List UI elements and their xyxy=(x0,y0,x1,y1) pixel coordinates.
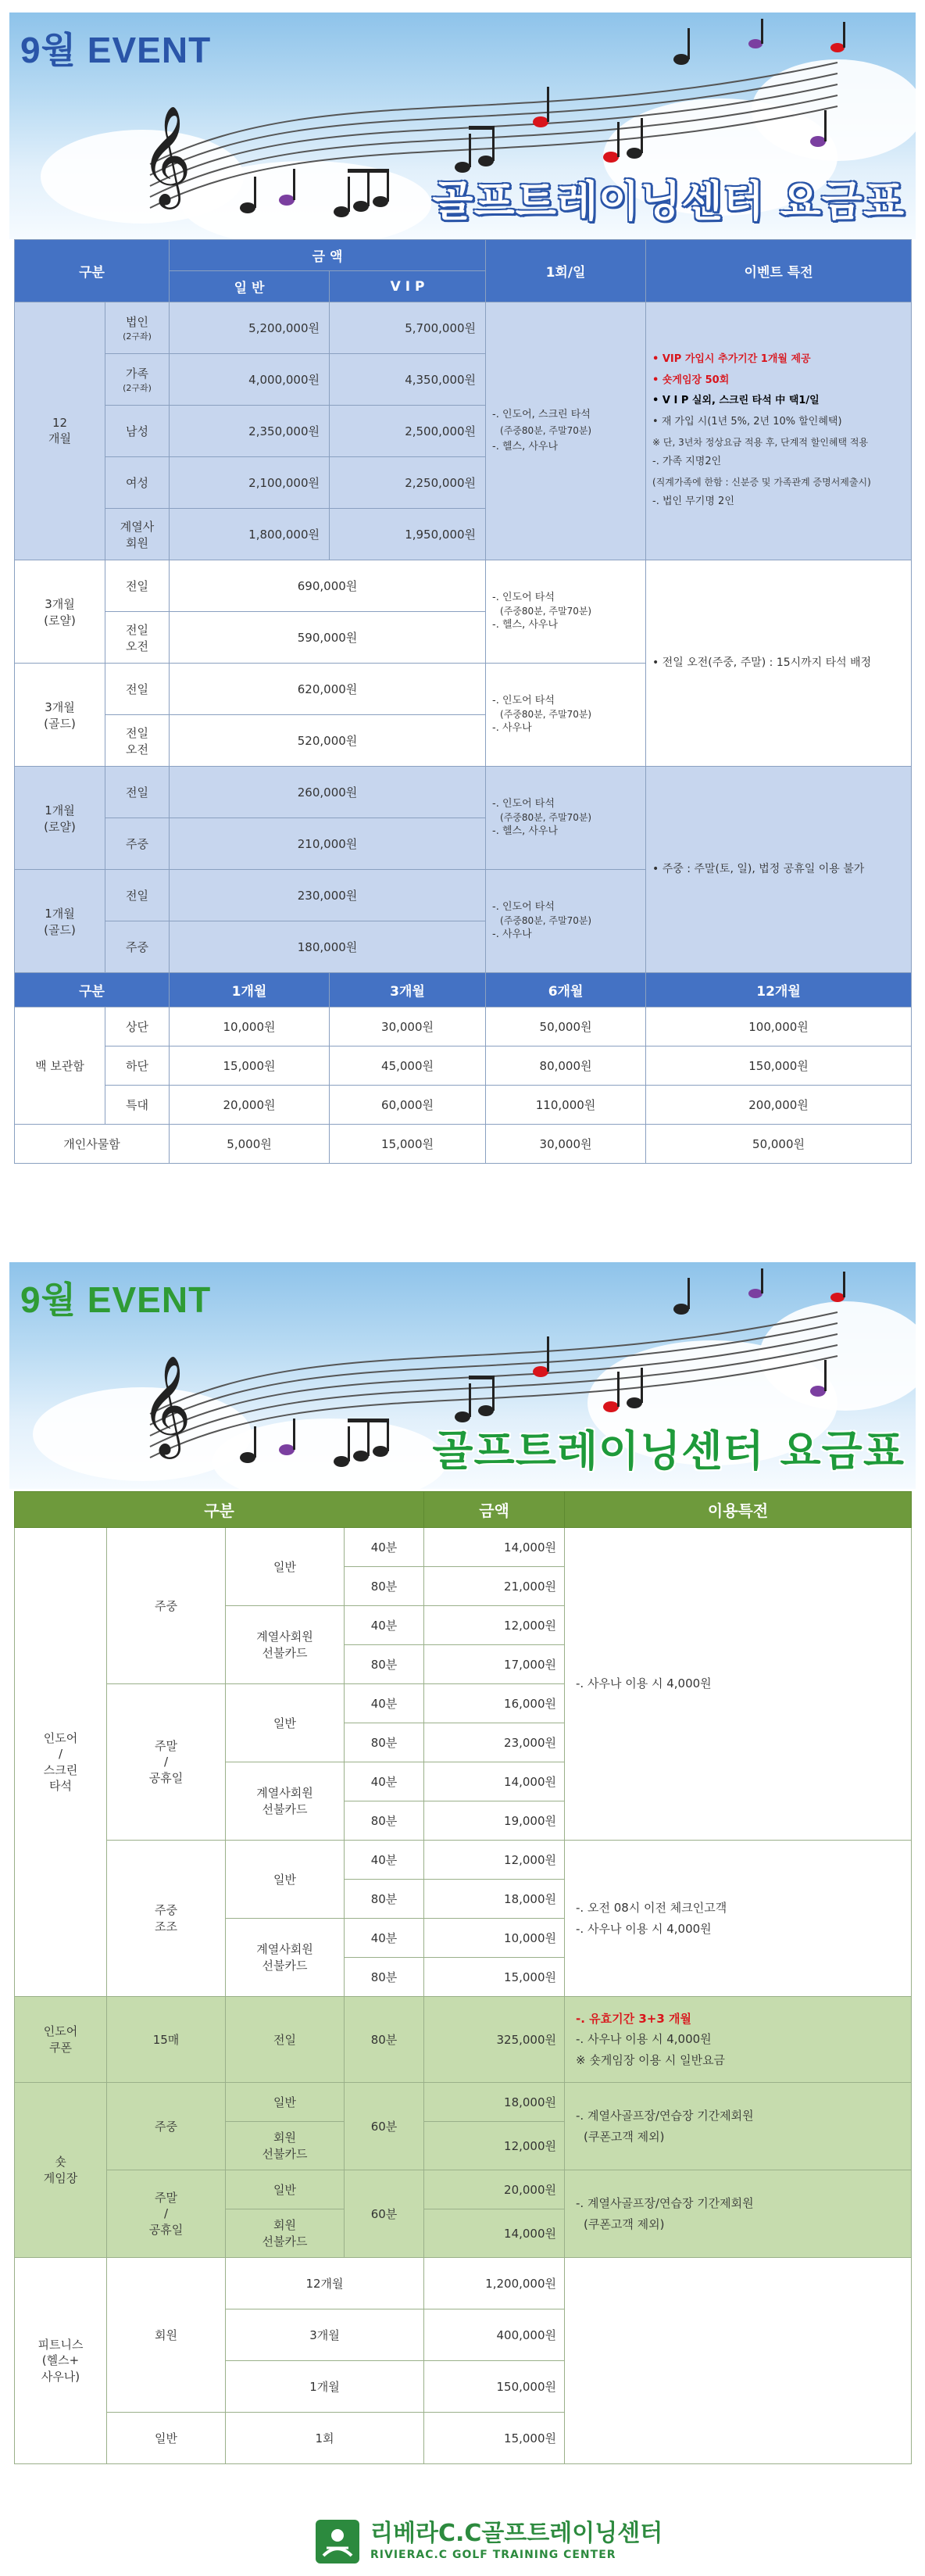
daily-benefit-12m: -. 인도어, 스크린 타석 (주중80분, 주말70분) -. 헬스, 사우나 xyxy=(486,302,646,560)
price: 16,000원 xyxy=(424,1684,565,1723)
price: 20,000원 xyxy=(424,2170,565,2209)
storage-price: 30,000원 xyxy=(330,1007,486,1046)
fitness-benefit-empty xyxy=(565,2258,912,2464)
storage-header-category: 구분 xyxy=(15,973,170,1007)
fitness-period: 1개월 xyxy=(226,2361,424,2413)
storage-price: 50,000원 xyxy=(486,1007,646,1046)
banner-top xyxy=(9,13,916,239)
price-general: 4,000,000원 xyxy=(170,354,330,406)
weekday-label: 주중 xyxy=(107,1528,226,1684)
benefit-sauna: -. 사우나 이용 시 4,000원 xyxy=(565,1528,912,1841)
member-type: 전일 xyxy=(105,767,170,818)
price-general: 5,200,000원 xyxy=(170,302,330,354)
locker-label: 개인사물함 xyxy=(15,1125,170,1164)
storage-type: 특대 xyxy=(105,1086,170,1125)
banner-bottom xyxy=(9,1262,916,1489)
table-row xyxy=(15,2170,912,2209)
golf-logo-icon xyxy=(316,2520,359,2563)
header-amount: 금 액 xyxy=(170,240,486,271)
coupon-label: 인도어 쿠폰 xyxy=(15,1997,107,2083)
locker-price: 30,000원 xyxy=(486,1125,646,1164)
table-row xyxy=(15,2258,912,2309)
storage-price: 200,000원 xyxy=(646,1086,912,1125)
price: 23,000원 xyxy=(424,1723,565,1762)
price-all: 520,000원 xyxy=(170,715,486,767)
price: 15,000원 xyxy=(424,1958,565,1997)
storage-price: 100,000원 xyxy=(646,1007,912,1046)
storage-price: 15,000원 xyxy=(170,1046,330,1086)
member-card-label: 회원 선불카드 xyxy=(226,2209,345,2258)
general-label: 일반 xyxy=(226,2170,345,2209)
member-type: 계열사 회원 xyxy=(105,509,170,560)
general-label: 일반 xyxy=(107,2413,226,2464)
affiliate-label: 계열사회원 선불카드 xyxy=(226,1919,345,1997)
table-row xyxy=(15,767,912,818)
period-1m-gold-label: 1개월 (골드) xyxy=(15,870,105,973)
price-all: 620,000원 xyxy=(170,664,486,715)
coupon-price: 325,000원 xyxy=(424,1997,565,2083)
price-vip: 4,350,000원 xyxy=(330,354,486,406)
duration: 60분 xyxy=(345,2170,424,2258)
duration: 80분 xyxy=(345,1958,424,1997)
table-row xyxy=(15,1528,912,1567)
price: 14,000원 xyxy=(424,2209,565,2258)
table-row xyxy=(15,1046,912,1086)
short-game-label: 숏 게임장 xyxy=(15,2083,107,2258)
storage-price: 110,000원 xyxy=(486,1086,646,1125)
affiliate-label: 계열사회원 선불카드 xyxy=(226,1606,345,1684)
indoor-screen-label: 인도어 / 스크린 타석 xyxy=(15,1528,107,1997)
member-type: 주중 xyxy=(105,921,170,973)
duration: 80분 xyxy=(345,1567,424,1606)
period-12m-label: 12 개월 xyxy=(15,302,105,560)
short-game-benefit: -. 계열사골프장/연습장 기간제회원 (쿠폰고객 제외) xyxy=(565,2083,912,2170)
event-tag: 9월 EVENT xyxy=(20,30,212,70)
storage-type: 하단 xyxy=(105,1046,170,1086)
member-type: 주중 xyxy=(105,818,170,870)
duration: 80분 xyxy=(345,1801,424,1841)
locker-price: 15,000원 xyxy=(330,1125,486,1164)
locker-price: 50,000원 xyxy=(646,1125,912,1164)
coupon-count: 15매 xyxy=(107,1997,226,2083)
svg-text:𝄞: 𝄞 xyxy=(141,105,192,205)
fitness-label: 피트니스 (헬스+ 사우나) xyxy=(15,2258,107,2464)
bag-storage-label: 백 보관함 xyxy=(15,1007,105,1125)
member-type: 전일 xyxy=(105,664,170,715)
footer-name-en: RIVIERAC.C GOLF TRAINING CENTER xyxy=(370,2549,616,2561)
price: 400,000원 xyxy=(424,2309,565,2361)
general-label: 일반 xyxy=(226,2083,345,2122)
storage-price: 60,000원 xyxy=(330,1086,486,1125)
fitness-period: 3개월 xyxy=(226,2309,424,2361)
price-vip: 2,250,000원 xyxy=(330,457,486,509)
member-type: 여성 xyxy=(105,457,170,509)
duration: 40분 xyxy=(345,1919,424,1958)
price: 12,000원 xyxy=(424,2122,565,2170)
storage-header-3m: 3개월 xyxy=(330,973,486,1007)
benefit-early: -. 오전 08시 이전 체크인고객 -. 사우나 이용 시 4,000원 xyxy=(565,1841,912,1997)
duration: 40분 xyxy=(345,1606,424,1645)
storage-header-6m: 6개월 xyxy=(486,973,646,1007)
price: 12,000원 xyxy=(424,1841,565,1880)
price-general: 2,100,000원 xyxy=(170,457,330,509)
coupon-benefit: -. 유효기간 3+3 개월 -. 사우나 이용 시 4,000원 ※ 숏게임장 이용 시 일반요금 xyxy=(565,1997,912,2083)
price-general: 1,800,000원 xyxy=(170,509,330,560)
table-row xyxy=(15,1007,912,1046)
storage-price: 45,000원 xyxy=(330,1046,486,1086)
table-row xyxy=(15,1841,912,1880)
table-row xyxy=(15,1086,912,1125)
storage-price: 10,000원 xyxy=(170,1007,330,1046)
member-type: 가족 (2구좌) xyxy=(105,354,170,406)
storage-header-12m: 12개월 xyxy=(646,973,912,1007)
header-general: 일 반 xyxy=(170,271,330,302)
price: 18,000원 xyxy=(424,2083,565,2122)
header-benefit: 이용특전 xyxy=(565,1492,912,1528)
table-row xyxy=(15,302,912,354)
period-3m-gold-label: 3개월 (골드) xyxy=(15,664,105,767)
price-all: 180,000원 xyxy=(170,921,486,973)
price-general: 2,350,000원 xyxy=(170,406,330,457)
price-all: 690,000원 xyxy=(170,560,486,612)
member-type: 법인 (2구좌) xyxy=(105,302,170,354)
weekday-label: 주중 xyxy=(107,2083,226,2170)
duration: 80분 xyxy=(345,1723,424,1762)
price: 18,000원 xyxy=(424,1880,565,1919)
price-vip: 1,950,000원 xyxy=(330,509,486,560)
header-category: 구분 xyxy=(15,240,170,302)
daily-benefit-1m-royal: -. 인도어 타석 (주중80분, 주말70분) -. 헬스, 사우나 xyxy=(486,767,646,870)
header-event: 이벤트 특전 xyxy=(646,240,912,302)
affiliate-label: 계열사회원 선불카드 xyxy=(226,1762,345,1841)
price-all: 210,000원 xyxy=(170,818,486,870)
table-row xyxy=(15,2083,912,2122)
table-row xyxy=(15,1997,912,2083)
price: 17,000원 xyxy=(424,1645,565,1684)
page-title: 골프트레이닝센터 요금표 xyxy=(432,177,905,226)
header-daily: 1회/일 xyxy=(486,240,646,302)
fitness-period: 12개월 xyxy=(226,2258,424,2309)
member-label: 회원 xyxy=(107,2258,226,2413)
general-label: 일반 xyxy=(226,1684,345,1762)
price: 19,000원 xyxy=(424,1801,565,1841)
duration: 40분 xyxy=(345,1528,424,1567)
weekend-label: 주말 / 공휴일 xyxy=(107,2170,226,2258)
locker-price: 5,000원 xyxy=(170,1125,330,1164)
storage-type: 상단 xyxy=(105,1007,170,1046)
duration: 80분 xyxy=(345,1645,424,1684)
duration: 80분 xyxy=(345,1997,424,2083)
event-tag: 9월 EVENT xyxy=(20,1279,212,1320)
general-label: 일반 xyxy=(226,1841,345,1919)
daily-benefit-1m-gold: -. 인도어 타석 (주중80분, 주말70분) -. 사우나 xyxy=(486,870,646,973)
duration: 40분 xyxy=(345,1684,424,1723)
member-type: 전일 xyxy=(105,870,170,921)
price-vip: 5,700,000원 xyxy=(330,302,486,354)
page-title: 골프트레이닝센터 요금표 xyxy=(432,1426,905,1476)
event-benefit-3m: • 전일 오전(주중, 주말) : 15시까지 타석 배정 xyxy=(646,560,912,767)
storage-price: 80,000원 xyxy=(486,1046,646,1086)
duration: 60분 xyxy=(345,2083,424,2170)
event-benefit-12m: • VIP 가입시 추가기간 1개월 제공 • 숏게임장 50회 • V I P 실외, 스크린 타석 中 택1/일 • 재 가입 시(1년 5%, 2년 10% 할인혜택) ※ 단, 3년차 정상요금 적용 후, 단계적 할인혜택 적용 -. 가족 지명2인 (직계가족에 한함 : 신분증 및 가족관계 증명서제출시) -. 법인 무기명 2인 xyxy=(646,302,912,560)
price-all: 590,000원 xyxy=(170,612,486,664)
period-1m-royal-label: 1개월 (로얄) xyxy=(15,767,105,870)
member-type: 전일 오전 xyxy=(105,612,170,664)
table-row xyxy=(15,1125,912,1164)
storage-price: 20,000원 xyxy=(170,1086,330,1125)
early-morning-label: 주중 조조 xyxy=(107,1841,226,1997)
price: 150,000원 xyxy=(424,2361,565,2413)
price: 15,000원 xyxy=(424,2413,565,2464)
period-3m-royal-label: 3개월 (로얄) xyxy=(15,560,105,664)
bay-price-table xyxy=(14,1491,912,2464)
price: 1,200,000원 xyxy=(424,2258,565,2309)
daily-benefit-3m-royal: -. 인도어 타석 (주중80분, 주말70분) -. 헬스, 사우나 xyxy=(486,560,646,664)
daily-benefit-3m-gold: -. 인도어 타석 (주중80분, 주말70분) -. 사우나 xyxy=(486,664,646,767)
fitness-period: 1회 xyxy=(226,2413,424,2464)
member-type: 전일 xyxy=(105,560,170,612)
header-category: 구분 xyxy=(15,1492,424,1528)
duration: 40분 xyxy=(345,1841,424,1880)
storage-header-1m: 1개월 xyxy=(170,973,330,1007)
member-card-label: 회원 선불카드 xyxy=(226,2122,345,2170)
table-row xyxy=(15,560,912,612)
short-game-benefit: -. 계열사골프장/연습장 기간제회원 (쿠폰고객 제외) xyxy=(565,2170,912,2258)
storage-header-row xyxy=(15,973,912,1007)
svg-text:𝄞: 𝄞 xyxy=(141,1354,192,1454)
event-benefit-1m: • 주중 : 주말(토, 일), 법정 공휴일 이용 불가 xyxy=(646,767,912,973)
member-type: 남성 xyxy=(105,406,170,457)
header-amount: 금액 xyxy=(424,1492,565,1528)
footer-name-kr: 리베라C.C골프트레이닝센터 xyxy=(370,2520,663,2547)
price: 14,000원 xyxy=(424,1528,565,1567)
price: 21,000원 xyxy=(424,1567,565,1606)
price: 10,000원 xyxy=(424,1919,565,1958)
storage-price: 150,000원 xyxy=(646,1046,912,1086)
price-all: 260,000원 xyxy=(170,767,486,818)
footer-logo xyxy=(316,2518,662,2565)
price: 12,000원 xyxy=(424,1606,565,1645)
price-all: 230,000원 xyxy=(170,870,486,921)
price-vip: 2,500,000원 xyxy=(330,406,486,457)
weekend-label: 주말 / 공휴일 xyxy=(107,1684,226,1841)
coupon-type: 전일 xyxy=(226,1997,345,2083)
duration: 80분 xyxy=(345,1880,424,1919)
member-type: 전일 오전 xyxy=(105,715,170,767)
price: 14,000원 xyxy=(424,1762,565,1801)
header-vip: V I P xyxy=(330,271,486,302)
membership-price-table xyxy=(14,239,912,1164)
general-label: 일반 xyxy=(226,1528,345,1606)
duration: 40분 xyxy=(345,1762,424,1801)
